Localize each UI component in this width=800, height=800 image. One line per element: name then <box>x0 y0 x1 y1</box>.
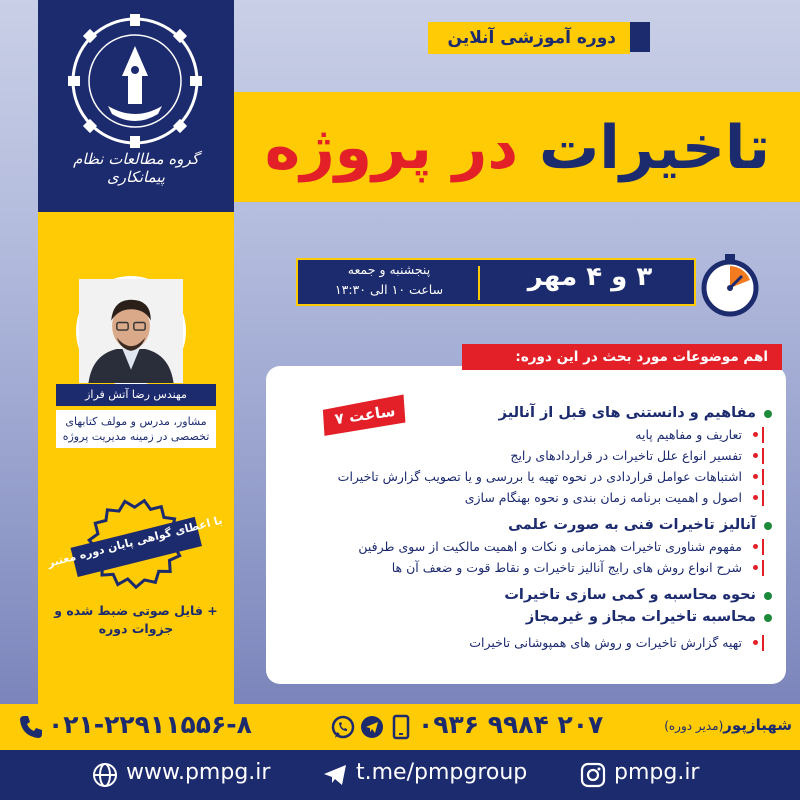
mobile-phone-icon <box>394 716 408 738</box>
course-manager <box>612 716 792 734</box>
messenger-icons <box>330 714 412 740</box>
website-link[interactable]: www.pmpg.ir <box>126 760 271 785</box>
schedule-dates: ۳ و ۴ مهر <box>527 262 653 292</box>
telegram-link[interactable]: t.me/pmpgroup <box>356 760 528 785</box>
topic-item: تعاریف و مفاهیم پایه <box>290 424 772 445</box>
certificate-stamp <box>46 496 224 596</box>
topic-item: شرح انواع روش های رایج آنالیز تاخیرات و نقاط قوت و ضعف آن ها <box>290 557 772 578</box>
topic-section-title: مفاهیم و دانستنی های قبل از آنالیز <box>290 402 772 424</box>
mobile-number[interactable]: ۰۹۳۶ ۹۹۸۴ ۲۰۷ <box>418 710 604 739</box>
globe-icon <box>92 762 118 788</box>
topic-item: تفسیر انواع علل تاخیرات در قراردادهای رایج <box>290 445 772 466</box>
stamp-text: با اعطای گواهی پایان دوره معتبر <box>46 513 224 570</box>
logo-caption: گروه مطالعات نظام پیمانکاری <box>73 150 199 186</box>
landline-number[interactable]: ۰۲۱-۲۲۹۱۱۵۵۶-۸ <box>48 710 252 739</box>
schedule-days: پنجشنبه و جمعه <box>347 262 431 277</box>
topics-heading: اهم موضوعات مورد بحث در این دوره: <box>462 344 782 370</box>
schedule-hours: ساعت ۱۰ الی ۱۳:۳۰ <box>334 282 444 297</box>
course-title <box>250 98 770 198</box>
telegram-icon <box>361 716 383 738</box>
label-accent <box>630 22 650 52</box>
speaker-photo <box>76 276 186 386</box>
duration-text: ۷ ساعت <box>333 401 397 429</box>
schedule-divider <box>478 266 480 300</box>
manager-name: شهبازپور <box>723 716 792 734</box>
organization-logo-icon <box>68 14 202 148</box>
telegram-icon <box>322 762 348 788</box>
title-accent: در پروژه <box>264 113 519 183</box>
topic-section-title: محاسبه تاخیرات مجاز و غیرمجاز <box>290 606 772 628</box>
speaker-name: مهندس رضا آتش فراز <box>56 384 216 406</box>
manager-role: (مدیر دوره) <box>664 719 724 733</box>
phone-icon <box>18 714 44 740</box>
topic-section-title: آنالیز تاخیرات فنی به صورت علمی <box>290 514 772 536</box>
title-main: تاخیرات <box>539 113 770 183</box>
speaker-description: مشاور، مدرس و مولف کتابهای تخصصی در زمینه مدیریت پروژه <box>56 410 216 448</box>
stopwatch-icon <box>696 250 764 318</box>
topic-item: اشتباهات عوامل قراردادی در نحوه تهیه یا بررسی و یا تصویب گزارش تاخیرات <box>290 466 772 487</box>
topics-list <box>290 402 772 653</box>
topic-section-title: نحوه محاسبه و کمی سازی تاخیرات <box>290 584 772 606</box>
course-type-label: دوره آموزشی آنلاین <box>428 22 630 54</box>
extras-note: + فایل صوتی ضبط شده و جزوات دوره <box>54 603 218 636</box>
topic-item: تهیه گزارش تاخیرات و روش های همپوشانی تاخیرات <box>290 632 772 653</box>
topic-item: اصول و اهمیت برنامه زمان بندی و نحوه بهنگام سازی <box>290 487 772 508</box>
whatsapp-icon <box>333 717 353 738</box>
topic-item: مفهوم شناوری تاخیرات همزمانی و نکات و اهمیت مالکیت از سوی طرفین <box>290 536 772 557</box>
instagram-link[interactable]: pmpg.ir <box>614 760 700 785</box>
instagram-icon <box>580 762 606 788</box>
